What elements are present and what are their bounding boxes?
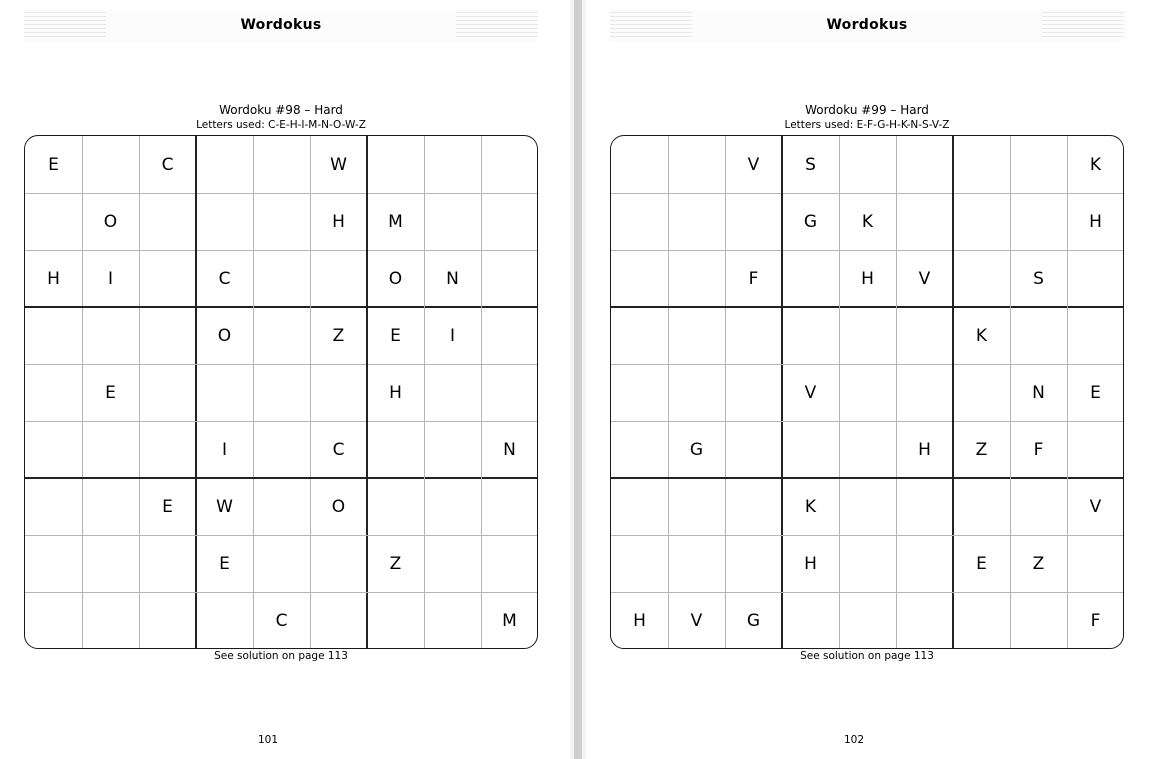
box-divider: [781, 136, 782, 648]
grid-cell: [481, 250, 538, 307]
grid-cell: [481, 136, 538, 193]
grid-cell: [310, 535, 367, 592]
grid-cell: H: [918, 439, 931, 460]
grid-cell: [611, 250, 668, 307]
grid-cell: E: [162, 496, 173, 517]
cell-divider: [424, 136, 425, 648]
grid-cell: [424, 136, 481, 193]
grid-cell: [310, 364, 367, 421]
grid-cell: [611, 478, 668, 535]
grid-cell: [1067, 250, 1124, 307]
cell-divider: [139, 136, 140, 648]
cell-divider: [896, 136, 897, 648]
grid-cell: E: [48, 154, 59, 175]
grid-cell: [25, 478, 82, 535]
wordoku-grid: [610, 135, 1124, 649]
grid-cell: [611, 421, 668, 478]
grid-cell: [725, 421, 782, 478]
box-divider: [366, 136, 367, 648]
grid-cell: [953, 478, 1010, 535]
grid-cell: [1067, 421, 1124, 478]
grid-cell: V: [918, 268, 931, 289]
grid-cell: [1067, 535, 1124, 592]
box-divider: [195, 136, 196, 648]
grid-cell: [953, 364, 1010, 421]
cell-divider: [611, 421, 1123, 422]
cell-divider: [481, 136, 482, 648]
grid-cell: [839, 364, 896, 421]
grid-cell: [139, 307, 196, 364]
left-page: [0, 0, 570, 759]
wordoku-grid: [24, 135, 538, 649]
grid-cell: F: [1090, 610, 1101, 631]
grid-cell: [782, 592, 839, 649]
grid-cell: [481, 307, 538, 364]
grid-cell: O: [217, 325, 232, 346]
grid-cell: [25, 307, 82, 364]
grid-cell: [839, 535, 896, 592]
grid-cell: V: [1089, 496, 1102, 517]
grid-cell: K: [975, 325, 988, 346]
grid-cell: H: [47, 268, 60, 289]
grid-cell: I: [221, 439, 227, 460]
grid-cell: H: [332, 211, 345, 232]
grid-cell: G: [746, 610, 761, 631]
cell-divider: [839, 136, 840, 648]
grid-cell: [196, 592, 253, 649]
grid-cell: O: [388, 268, 403, 289]
letters-used: Letters used: E-F-G-H-K-N-S-V-Z: [784, 119, 950, 131]
grid-cell: [668, 364, 725, 421]
cell-divider: [253, 136, 254, 648]
grid-cell: [953, 592, 1010, 649]
grid-cell: G: [803, 211, 818, 232]
grid-cell: N: [446, 268, 459, 289]
grid-cell: Z: [389, 553, 402, 574]
grid-cell: C: [332, 439, 345, 460]
grid-cell: W: [216, 496, 233, 517]
grid-cell: H: [804, 553, 817, 574]
grid-cell: [839, 307, 896, 364]
grid-cell: [253, 535, 310, 592]
grid-cell: E: [105, 382, 116, 403]
grid-cell: [725, 535, 782, 592]
cell-divider: [611, 535, 1123, 536]
grid-cell: [196, 136, 253, 193]
grid-cell: V: [747, 154, 760, 175]
cell-divider: [310, 136, 311, 648]
grid-cell: E: [219, 553, 230, 574]
grid-cell: [896, 364, 953, 421]
grid-cell: [253, 307, 310, 364]
grid-cell: [196, 364, 253, 421]
cell-divider: [25, 535, 537, 536]
grid-cell: E: [976, 553, 987, 574]
grid-cell: [139, 193, 196, 250]
cell-divider: [25, 193, 537, 194]
cell-divider: [611, 364, 1123, 365]
grid-cell: [953, 250, 1010, 307]
cell-divider: [25, 421, 537, 422]
grid-cell: [668, 307, 725, 364]
grid-cell: [253, 421, 310, 478]
grid-cell: [253, 193, 310, 250]
cell-divider: [1067, 136, 1068, 648]
grid-cell: F: [748, 268, 759, 289]
cell-divider: [82, 136, 83, 648]
grid-cell: [82, 592, 139, 649]
cell-divider: [611, 592, 1123, 593]
grid-cell: [82, 421, 139, 478]
grid-cell: [310, 592, 367, 649]
grid-cell: [481, 364, 538, 421]
grid-cell: [367, 421, 424, 478]
cell-divider: [725, 136, 726, 648]
grid-cell: [25, 364, 82, 421]
grid-cell: K: [861, 211, 874, 232]
grid-cell: V: [690, 610, 703, 631]
grid-cell: [782, 250, 839, 307]
grid-cell: [481, 193, 538, 250]
solution-note: See solution on page 113: [800, 650, 934, 662]
grid-cell: M: [502, 610, 517, 631]
grid-cell: I: [449, 325, 455, 346]
page-number: 101: [257, 734, 279, 746]
grid-cell: [424, 364, 481, 421]
grid-cell: [25, 592, 82, 649]
grid-cell: [668, 193, 725, 250]
grid-cell: C: [275, 610, 288, 631]
right-page: [586, 0, 1156, 759]
grid-cell: [839, 136, 896, 193]
grid-cell: G: [689, 439, 704, 460]
grid-cell: [1010, 478, 1067, 535]
grid-cell: V: [804, 382, 817, 403]
grid-cell: [196, 193, 253, 250]
grid-cell: [611, 193, 668, 250]
grid-cell: [896, 307, 953, 364]
page-number: 102: [843, 734, 865, 746]
grid-cell: [668, 250, 725, 307]
grid-cell: H: [389, 382, 402, 403]
grid-cell: [896, 478, 953, 535]
grid-cell: [896, 592, 953, 649]
grid-cell: [839, 478, 896, 535]
grid-cell: Z: [1032, 553, 1045, 574]
grid-cell: [839, 592, 896, 649]
grid-cell: [481, 478, 538, 535]
grid-cell: [839, 421, 896, 478]
grid-cell: [725, 307, 782, 364]
grid-cell: [424, 592, 481, 649]
puzzle-title: Wordoku #98 – Hard: [219, 103, 343, 117]
grid-cell: H: [861, 268, 874, 289]
grid-cell: [896, 535, 953, 592]
book-gutter: [570, 0, 586, 759]
grid-cell: [253, 364, 310, 421]
grid-cell: H: [633, 610, 646, 631]
cell-divider: [668, 136, 669, 648]
grid-cell: S: [1033, 268, 1044, 289]
grid-cell: H: [1089, 211, 1102, 232]
grid-cell: [782, 421, 839, 478]
grid-cell: N: [1032, 382, 1045, 403]
grid-cell: K: [804, 496, 817, 517]
grid-cell: [367, 592, 424, 649]
grid-cell: F: [1033, 439, 1044, 460]
grid-cell: W: [330, 154, 347, 175]
grid-cell: [253, 250, 310, 307]
cell-divider: [25, 364, 537, 365]
grid-cell: [25, 193, 82, 250]
grid-cell: [1067, 307, 1124, 364]
grid-cell: [424, 478, 481, 535]
cell-divider: [611, 193, 1123, 194]
grid-cell: [725, 193, 782, 250]
grid-cell: [481, 535, 538, 592]
grid-cell: [611, 307, 668, 364]
grid-cell: [139, 364, 196, 421]
cell-divider: [1010, 136, 1011, 648]
grid-cell: [1010, 193, 1067, 250]
cell-divider: [611, 250, 1123, 251]
grid-cell: K: [1089, 154, 1102, 175]
grid-cell: Z: [332, 325, 345, 346]
grid-cell: [953, 193, 1010, 250]
grid-cell: O: [103, 211, 118, 232]
book-title: Wordokus: [826, 17, 908, 33]
grid-cell: [611, 364, 668, 421]
grid-cell: [367, 478, 424, 535]
grid-cell: E: [1090, 382, 1101, 403]
grid-cell: [82, 478, 139, 535]
letters-used: Letters used: C-E-H-I-M-N-O-W-Z: [196, 119, 366, 131]
grid-cell: [1010, 136, 1067, 193]
solution-note: See solution on page 113: [214, 650, 348, 662]
grid-cell: [367, 136, 424, 193]
grid-cell: Z: [975, 439, 988, 460]
grid-cell: E: [390, 325, 401, 346]
grid-cell: [668, 478, 725, 535]
grid-cell: [1010, 592, 1067, 649]
grid-cell: C: [218, 268, 231, 289]
grid-cell: [25, 421, 82, 478]
grid-cell: [424, 193, 481, 250]
grid-cell: [953, 136, 1010, 193]
puzzle-title: Wordoku #99 – Hard: [805, 103, 929, 117]
grid-cell: [139, 592, 196, 649]
grid-cell: M: [388, 211, 403, 232]
grid-cell: [82, 307, 139, 364]
grid-cell: [139, 421, 196, 478]
grid-cell: [725, 478, 782, 535]
cell-divider: [25, 592, 537, 593]
grid-cell: N: [503, 439, 516, 460]
grid-cell: [668, 535, 725, 592]
box-divider: [611, 306, 1123, 307]
grid-cell: [1010, 307, 1067, 364]
box-divider: [25, 477, 537, 478]
box-divider: [952, 136, 953, 648]
box-divider: [25, 306, 537, 307]
grid-cell: [668, 136, 725, 193]
grid-cell: [424, 421, 481, 478]
grid-cell: [253, 478, 310, 535]
grid-cell: [82, 136, 139, 193]
grid-cell: [82, 535, 139, 592]
grid-cell: [611, 136, 668, 193]
grid-cell: I: [107, 268, 113, 289]
grid-cell: [25, 535, 82, 592]
cell-divider: [25, 250, 537, 251]
grid-cell: [139, 250, 196, 307]
grid-cell: O: [331, 496, 346, 517]
grid-cell: S: [805, 154, 816, 175]
grid-cell: [310, 250, 367, 307]
grid-cell: [782, 307, 839, 364]
grid-cell: [424, 535, 481, 592]
book-title: Wordokus: [240, 17, 322, 33]
grid-cell: [611, 535, 668, 592]
box-divider: [611, 477, 1123, 478]
grid-cell: [253, 136, 310, 193]
grid-cell: [725, 364, 782, 421]
grid-cell: [896, 193, 953, 250]
grid-cell: C: [161, 154, 174, 175]
grid-cell: [896, 136, 953, 193]
grid-cell: [139, 535, 196, 592]
